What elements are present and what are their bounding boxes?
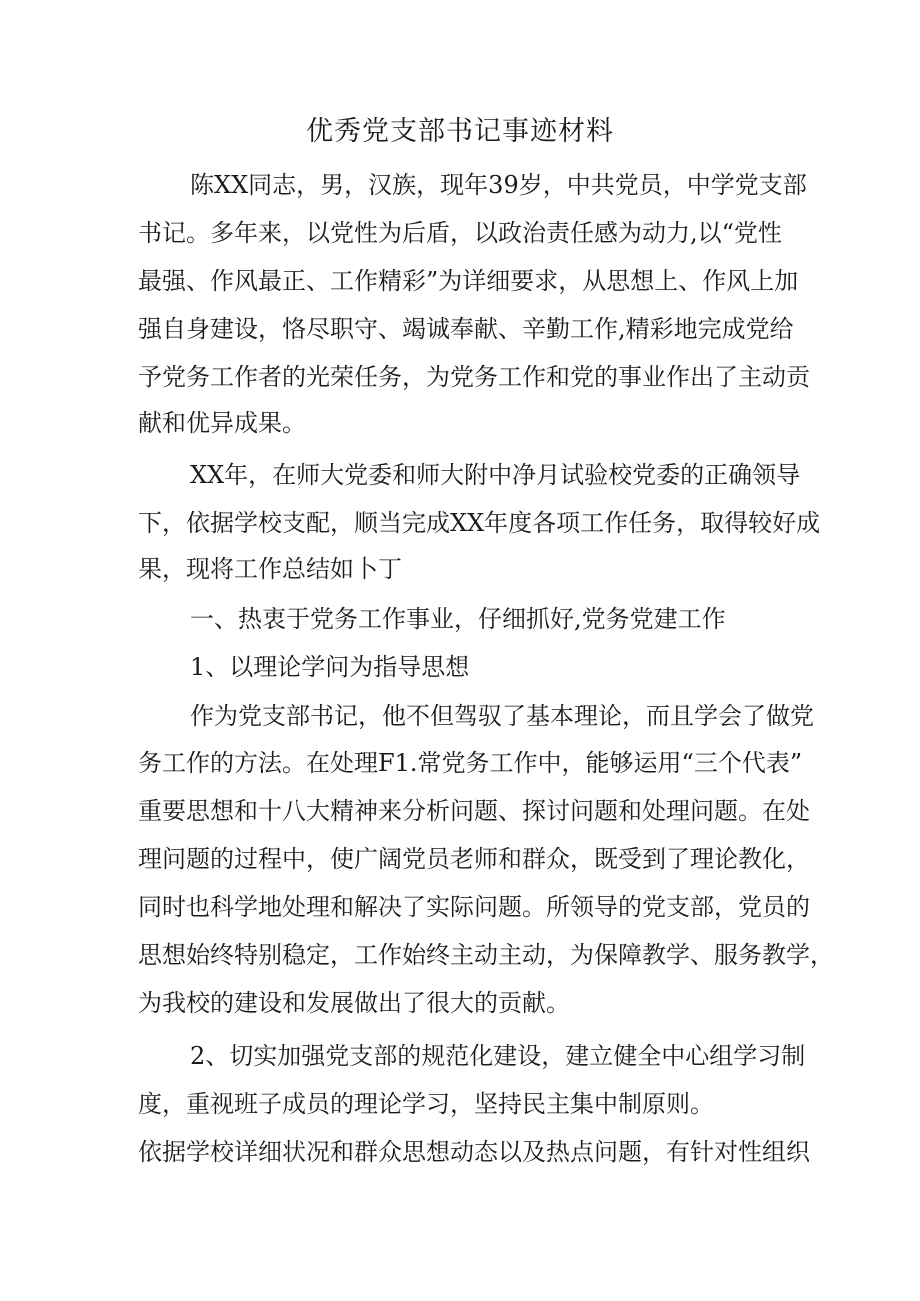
- paragraph-line: 强自身建设，恪尽职守、竭诚奉献、辛勤工作,精彩地完成党给: [138, 315, 794, 343]
- subsection-heading: 1、以理论学问为指导思想: [190, 653, 470, 681]
- document-title: 优秀党支部书记事迹材料: [306, 116, 614, 147]
- paragraph-line: 陈XX同志，男，汉族，现年39岁，中共党员，中学党支部: [190, 171, 807, 199]
- paragraph-line: 作为党支部书记，他不但驾驭了基本理论，而且学会了做党: [190, 702, 814, 730]
- section-heading: 一、热衷于党务工作事业，仔细抓好,党务党建工作: [190, 605, 726, 633]
- paragraph-line: 书记。多年来，以党性为后盾，以政治责任感为动力,以“党性: [138, 219, 782, 247]
- paragraph-line: 下，依据学校支配，顺当完成XX年度各项工作任务，取得较好成: [138, 509, 821, 537]
- paragraph-line: 度，重视班子成员的理论学习，坚持民主集中制原则。: [138, 1090, 714, 1118]
- paragraph-line: 予党务工作者的光荣任务，为党务工作和党的事业作出了主动贡: [138, 363, 810, 391]
- paragraph-line: 同时也科学地处理和解决了实际问题。所领导的党支部，党员的: [138, 893, 810, 921]
- paragraph-line: 务工作的方法。在处理F1.常党务工作中，能够运用“三个代表”: [138, 749, 803, 777]
- paragraph-line: 依据学校详细状况和群众思想动态以及热点问题，有针对性组织: [138, 1138, 810, 1166]
- paragraph-line: 最强、作风最正、工作精彩”为详细要求，从思想上、作风上加: [138, 267, 799, 295]
- paragraph-line: 理问题的过程中，使广阔党员老师和群众，既受到了理论教化，: [138, 845, 810, 873]
- paragraph-line: 为我校的建设和发展做出了很大的贡献。: [138, 989, 570, 1017]
- paragraph-line: XX年，在师大党委和师大附中净月试验校党委的正确领导: [190, 461, 801, 489]
- subsection-heading: 2、切实加强党支部的规范化建设，建立健全中心组学习制: [190, 1042, 806, 1070]
- paragraph-line: 重要思想和十八大精神来分析问题、探讨问题和处理问题。在处: [138, 797, 810, 825]
- paragraph-line: 思想始终特别稳定，工作始终主动主动，为保障教学、服务教学，: [138, 941, 834, 969]
- paragraph-line: 果，现将工作总结如卜丁: [138, 555, 402, 583]
- paragraph-line: 献和优异成果。: [138, 409, 306, 437]
